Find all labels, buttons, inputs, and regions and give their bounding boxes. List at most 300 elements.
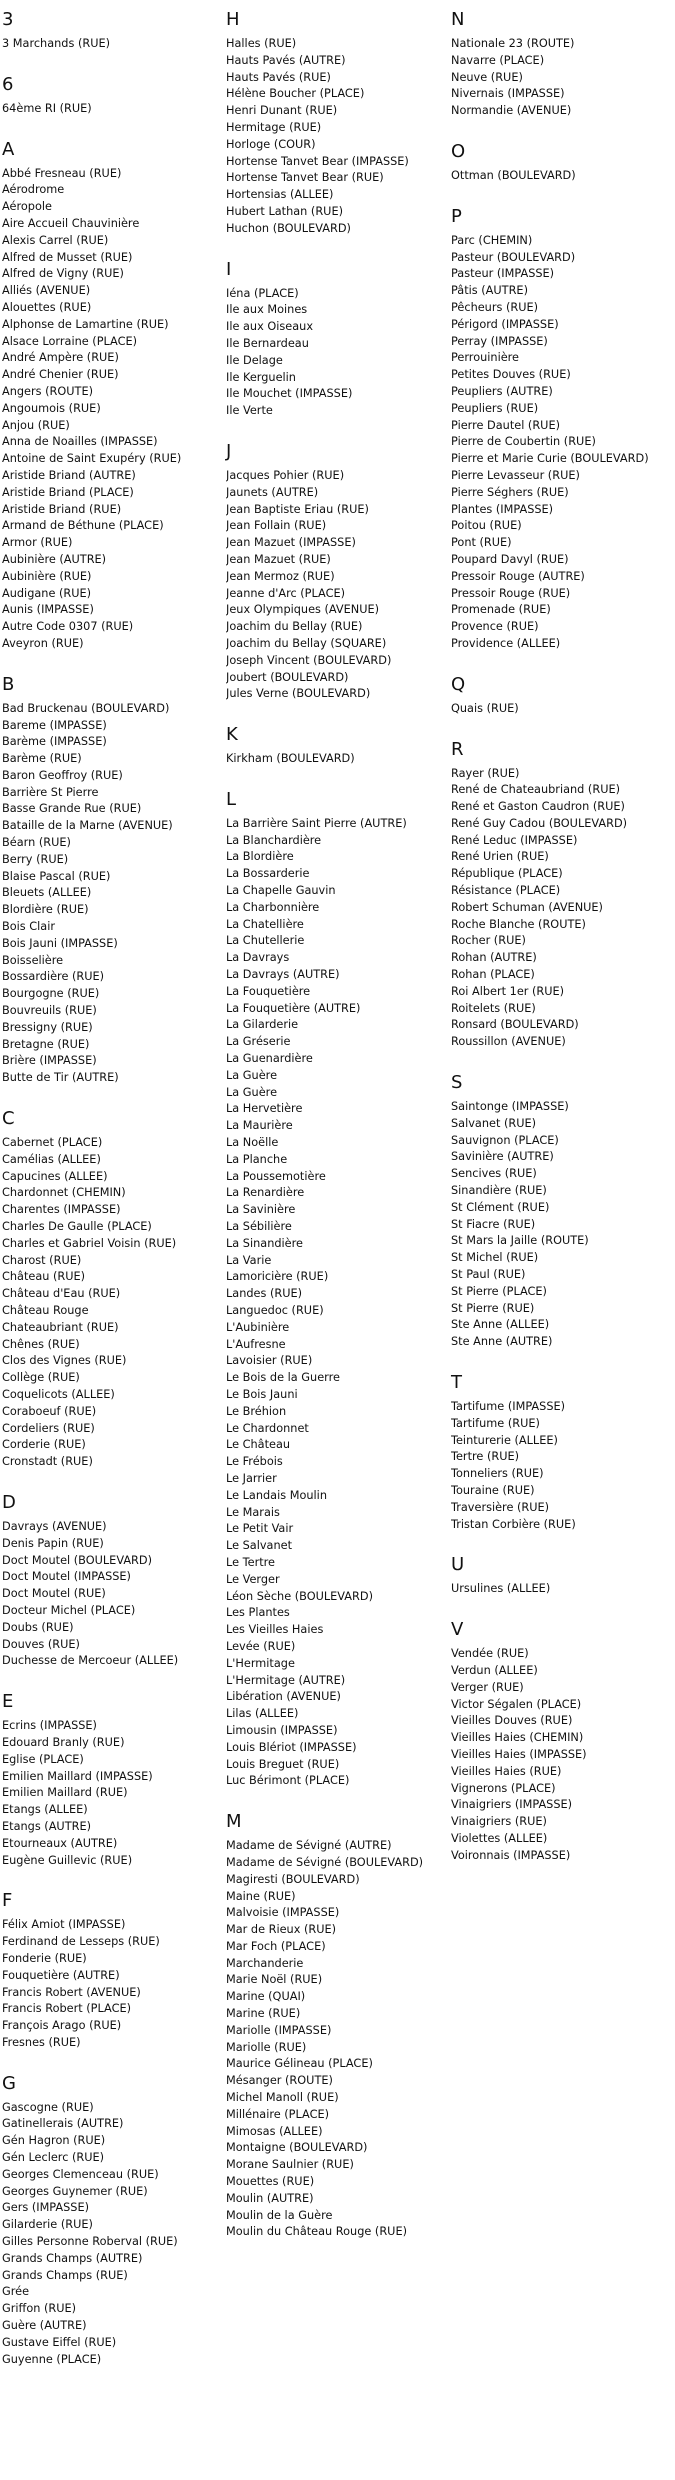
street-name: Bad Bruckenau (BOULEVARD)	[2, 701, 170, 715]
street-list	[2, 1917, 222, 2051]
street-name: André Ampère (RUE)	[2, 351, 119, 365]
street-name: Michel Manoll (RUE)	[226, 2091, 339, 2105]
street-name: Provence (RUE)	[451, 620, 539, 634]
street-name: L'Aufresne	[226, 1337, 286, 1351]
street-name: L'Aubinière	[226, 1320, 290, 1334]
street-name: Parc (CHEMIN)	[451, 233, 533, 247]
street-name: Pierre et Marie Curie (BOULEVARD)	[451, 452, 649, 466]
letter-section	[226, 725, 446, 768]
street-name: Les Vieilles Haies	[226, 1623, 324, 1637]
street-name: Victor Ségalen (PLACE)	[451, 1697, 582, 1711]
street-name: Blordière (RUE)	[2, 903, 89, 917]
street-list	[226, 468, 446, 703]
street-name: Gilarderie (RUE)	[2, 2218, 93, 2232]
letter-section	[226, 442, 446, 703]
street-name: La Chapelle Gauvin	[226, 884, 336, 898]
street-list	[226, 751, 446, 768]
street-name: Georges Guynemer (RUE)	[2, 2184, 148, 2198]
street-name: Vendée (RUE)	[451, 1647, 529, 1661]
street-name: Traversière (RUE)	[451, 1500, 550, 1514]
letter-section	[226, 1812, 446, 2241]
street-name: Félix Amiot (IMPASSE)	[2, 1918, 126, 1932]
street-name: Ronsard (BOULEVARD)	[451, 1018, 579, 1032]
street-name: Le Château	[226, 1438, 291, 1452]
street-name: Coraboeuf (RUE)	[2, 1404, 97, 1418]
street-name: Madame de Sévigné (BOULEVARD)	[226, 1855, 424, 1869]
street-name: St Clément (RUE)	[451, 1200, 550, 1214]
street-name: Joubert (BOULEVARD)	[226, 670, 349, 684]
street-name: Plantes (IMPASSE)	[451, 502, 554, 516]
street-list	[2, 1135, 222, 1471]
street-name: Grée	[2, 2285, 30, 2299]
street-name: Jean Follain (RUE)	[226, 519, 327, 533]
street-name: Hortensias (ALLEE)	[226, 188, 334, 202]
street-name: Pressoir Rouge (AUTRE)	[451, 569, 585, 583]
street-name: Anna de Noailles (IMPASSE)	[2, 435, 158, 449]
street-name: Kirkham (BOULEVARD)	[226, 752, 355, 766]
street-name: Ile Verte	[226, 404, 273, 418]
street-name: René Leduc (IMPASSE)	[451, 833, 578, 847]
street-name: Lilas (ALLEE)	[226, 1707, 299, 1721]
street-name: René et Gaston Caudron (RUE)	[451, 800, 625, 814]
street-name: Alphonse de Lamartine (RUE)	[2, 317, 169, 331]
street-name: Cronstadt (RUE)	[2, 1455, 93, 1469]
street-name: Bois Jauni (IMPASSE)	[2, 936, 118, 950]
street-name: Malvoisie (IMPASSE)	[226, 1906, 340, 1920]
section-letter-heading: Q	[451, 673, 466, 695]
street-name: La Renardière	[226, 1186, 305, 1200]
street-name: St Fiacre (RUE)	[451, 1217, 536, 1231]
street-name: Doct Moutel (BOULEVARD)	[2, 1553, 153, 1567]
street-name: Etangs (ALLEE)	[2, 1803, 88, 1817]
street-name: Chardonnet (CHEMIN)	[2, 1186, 126, 1200]
section-letter-heading: B	[2, 673, 15, 695]
street-name: Cabernet (PLACE)	[2, 1136, 103, 1150]
street-list	[2, 2100, 222, 2369]
section-letter-heading: A	[2, 138, 15, 160]
street-name: Verger (RUE)	[451, 1680, 524, 1694]
street-name: L'Hermitage	[226, 1656, 295, 1670]
street-name: Limousin (IMPASSE)	[226, 1723, 338, 1737]
street-list	[451, 766, 671, 1052]
street-name: Luc Bérimont (PLACE)	[226, 1774, 350, 1788]
street-name: Edouard Branly (RUE)	[2, 1735, 125, 1749]
street-name: Tonneliers (RUE)	[451, 1467, 544, 1481]
section-letter-heading: U	[451, 1554, 465, 1576]
street-name: Périgord (IMPASSE)	[451, 317, 559, 331]
street-name: Marine (QUAI)	[226, 1990, 306, 2004]
street-name: Blaise Pascal (RUE)	[2, 869, 111, 883]
street-name: Tartifume (RUE)	[451, 1416, 540, 1430]
street-name: Jacques Pohier (RUE)	[226, 468, 345, 482]
street-name: Berry (RUE)	[2, 852, 69, 866]
section-letter-heading: E	[2, 1691, 14, 1713]
section-letter-heading: 6	[2, 73, 14, 95]
street-name: Ile Mouchet (IMPASSE)	[226, 387, 353, 401]
street-name: François Arago (RUE)	[2, 2019, 122, 2033]
street-name: Ile Bernardeau	[226, 336, 309, 350]
section-letter-heading: N	[451, 9, 465, 30]
street-name: Bouvreuils (RUE)	[2, 1004, 97, 1018]
street-name: Aristide Briand (PLACE)	[2, 485, 134, 499]
street-name: Antoine de Saint Exupéry (RUE)	[2, 452, 182, 466]
street-name: Voironnais (IMPASSE)	[451, 1848, 571, 1862]
street-name: Mouettes (RUE)	[226, 2175, 315, 2189]
street-name: Alfred de Vigny (RUE)	[2, 267, 124, 281]
street-name: République (PLACE)	[451, 867, 563, 881]
street-name: Savinière (AUTRE)	[451, 1150, 554, 1164]
street-name: Touraine (RUE)	[451, 1483, 535, 1497]
street-name: Robert Schuman (AVENUE)	[451, 900, 603, 914]
section-letter-heading: M	[226, 1811, 242, 1833]
street-name: 64ème RI (RUE)	[2, 101, 92, 115]
street-name: Gascogne (RUE)	[2, 2100, 94, 2114]
street-name: Joseph Vincent (BOULEVARD)	[226, 653, 392, 667]
section-letter-heading: S	[451, 1072, 463, 1094]
street-name: Pasteur (BOULEVARD)	[451, 250, 576, 264]
letter-section	[451, 1373, 671, 1533]
street-name: Vieilles Haies (CHEMIN)	[451, 1731, 584, 1745]
street-name: Pierre Séghers (RUE)	[451, 485, 569, 499]
street-name: Pasteur (IMPASSE)	[451, 267, 555, 281]
street-name: La Gilarderie	[226, 1018, 299, 1032]
letter-section	[2, 140, 222, 653]
street-name: Roche Blanche (ROUTE)	[451, 917, 586, 931]
street-name: Millénaire (PLACE)	[226, 2107, 330, 2121]
section-letter-heading: F	[2, 1890, 13, 1912]
street-list	[451, 1099, 671, 1351]
street-name: Le Frébois	[226, 1455, 283, 1469]
street-list	[451, 1646, 671, 1864]
street-name: L'Hermitage (AUTRE)	[226, 1673, 346, 1687]
street-name: La Davrays (AUTRE)	[226, 968, 340, 982]
street-name: Peupliers (RUE)	[451, 401, 539, 415]
street-name: Gers (IMPASSE)	[2, 2201, 90, 2215]
section-letter-heading: V	[451, 1619, 464, 1641]
street-name: La Planche	[226, 1152, 288, 1166]
street-name: Henri Dunant (RUE)	[226, 104, 338, 118]
street-name: Le Bois de la Guerre	[226, 1371, 340, 1385]
street-name: La Fouquetière	[226, 984, 311, 998]
street-name: 3 Marchands (RUE)	[2, 37, 111, 50]
street-name: Les Plantes	[226, 1606, 290, 1620]
street-name: René de Chateaubriand (RUE)	[451, 783, 621, 797]
street-name: Lamoricière (RUE)	[226, 1270, 329, 1284]
street-name: Mariolle (RUE)	[226, 2040, 307, 2054]
street-name: Joachim du Bellay (RUE)	[226, 620, 363, 634]
street-name: Francis Robert (PLACE)	[2, 2002, 132, 2016]
street-name: Coquelicots (ALLEE)	[2, 1387, 115, 1401]
street-name: Collège (RUE)	[2, 1371, 80, 1385]
street-name: Neuve (RUE)	[451, 70, 523, 84]
index-column-2	[226, 10, 446, 2263]
street-name: Le Bois Jauni	[226, 1387, 298, 1401]
street-name: Clos des Vignes (RUE)	[2, 1354, 127, 1368]
street-name: Le Chardonnet	[226, 1421, 309, 1435]
street-name: Alliés (AVENUE)	[2, 284, 91, 298]
street-name: Emilien Maillard (RUE)	[2, 1786, 128, 1800]
street-name: Ile Delage	[226, 353, 283, 367]
street-name: Teinturerie (ALLEE)	[451, 1433, 558, 1447]
street-name: Grands Champs (RUE)	[2, 2268, 128, 2282]
street-name: Vignerons (PLACE)	[451, 1781, 556, 1795]
letter-section	[2, 1493, 222, 1670]
street-name: La Charbonnière	[226, 900, 320, 914]
street-name: Léon Sèche (BOULEVARD)	[226, 1589, 373, 1603]
street-name: Perray (IMPASSE)	[451, 334, 548, 348]
index-column-1	[2, 10, 222, 2390]
street-name: Butte de Tir (AUTRE)	[2, 1071, 119, 1085]
street-name: La Gréserie	[226, 1035, 291, 1049]
street-name: Aunis (IMPASSE)	[2, 603, 94, 617]
street-name: Violettes (ALLEE)	[451, 1831, 548, 1845]
street-name: Château d'Eau (RUE)	[2, 1287, 121, 1301]
street-name: Le Tertre	[226, 1555, 275, 1569]
street-name: Cordeliers (RUE)	[2, 1421, 95, 1435]
street-name: Vieilles Haies (IMPASSE)	[451, 1747, 587, 1761]
street-name: St Mars la Jaille (ROUTE)	[451, 1234, 589, 1248]
street-name: Bretagne (RUE)	[2, 1037, 90, 1051]
street-name: Fresnes (RUE)	[2, 2035, 81, 2049]
street-name: Aérodrome	[2, 183, 65, 197]
street-name: Le Petit Vair	[226, 1522, 294, 1536]
street-list	[2, 701, 222, 1087]
street-name: Roi Albert 1er (RUE)	[451, 984, 565, 998]
street-name: La Noëlle	[226, 1136, 279, 1150]
street-list	[451, 233, 671, 653]
street-name: Charost (RUE)	[2, 1253, 82, 1267]
street-name: Hubert Lathan (RUE)	[226, 204, 343, 218]
street-name: Jean Mermoz (RUE)	[226, 569, 335, 583]
street-name: Vinaigriers (IMPASSE)	[451, 1798, 573, 1812]
street-name: Le Bréhion	[226, 1404, 287, 1418]
street-name: Doubs (RUE)	[2, 1620, 74, 1634]
street-name: Nivernais (IMPASSE)	[451, 87, 565, 101]
street-name: Sencives (RUE)	[451, 1167, 537, 1181]
section-letter-heading: G	[2, 2072, 16, 2094]
street-name: La Varie	[226, 1253, 272, 1267]
street-name: La Guère	[226, 1068, 278, 1082]
street-name: Le Landais Moulin	[226, 1488, 327, 1502]
street-name: Château (RUE)	[2, 1270, 86, 1284]
street-name: Gilles Personne Roberval (RUE)	[2, 2235, 178, 2249]
street-name: La Fouquetière (AUTRE)	[226, 1001, 361, 1015]
street-name: Jeanne d'Arc (PLACE)	[226, 586, 346, 600]
street-name: Aéropole	[2, 200, 52, 214]
street-name: Etourneaux (AUTRE)	[2, 1836, 118, 1850]
index-column-3	[451, 10, 671, 1887]
street-name: Camélias (ALLEE)	[2, 1152, 101, 1166]
street-name: Hauts Pavés (AUTRE)	[226, 53, 346, 67]
street-name: Maine (RUE)	[226, 1889, 296, 1903]
street-name: Navarre (PLACE)	[451, 53, 545, 67]
street-name: Joachim du Bellay (SQUARE)	[226, 636, 387, 650]
street-list	[2, 1718, 222, 1869]
street-name: Angoumois (RUE)	[2, 401, 101, 415]
street-name: Magiresti (BOULEVARD)	[226, 1872, 360, 1886]
street-name: Sauvignon (PLACE)	[451, 1133, 559, 1147]
street-name: Griffon (RUE)	[2, 2302, 77, 2316]
street-name: Libération (AVENUE)	[226, 1690, 341, 1704]
letter-section	[2, 2074, 222, 2369]
street-name: St Michel (RUE)	[451, 1251, 539, 1265]
street-name: Angers (ROUTE)	[2, 384, 93, 398]
street-name: St Pierre (PLACE)	[451, 1284, 547, 1298]
street-name: Gén Hagron (RUE)	[2, 2134, 106, 2148]
street-name: Moulin de la Guère	[226, 2208, 333, 2222]
street-name: Pressoir Rouge (RUE)	[451, 586, 571, 600]
letter-section	[226, 790, 446, 1790]
street-name: Boisselière	[2, 953, 64, 967]
street-name: Le Jarrier	[226, 1471, 277, 1485]
street-name: Ile aux Moines	[226, 303, 308, 317]
street-list	[451, 1581, 671, 1598]
section-letter-heading: L	[226, 788, 237, 810]
street-name: Ste Anne (ALLEE)	[451, 1318, 550, 1332]
street-name: Horloge (COUR)	[226, 137, 316, 151]
street-name: Duchesse de Mercoeur (ALLEE)	[2, 1654, 179, 1668]
section-letter-heading: D	[2, 1491, 16, 1513]
street-name: Chênes (RUE)	[2, 1337, 80, 1351]
street-name: La Sébilière	[226, 1220, 292, 1234]
street-name: Sinandière (RUE)	[451, 1184, 547, 1198]
street-list	[226, 816, 446, 1790]
street-name: Lavoisier (RUE)	[226, 1354, 313, 1368]
street-name: Nationale 23 (ROUTE)	[451, 37, 575, 50]
street-name: Charles et Gabriel Voisin (RUE)	[2, 1236, 177, 1250]
street-name: Georges Clemenceau (RUE)	[2, 2167, 159, 2181]
street-name: Jean Mazuet (IMPASSE)	[226, 536, 356, 550]
letter-section	[451, 675, 671, 718]
street-list	[226, 36, 446, 238]
street-name: André Chenier (RUE)	[2, 368, 119, 382]
street-name: Moulin (AUTRE)	[226, 2191, 314, 2205]
street-name: Aubinière (AUTRE)	[2, 552, 107, 566]
street-name: Corderie (RUE)	[2, 1438, 86, 1452]
street-list	[226, 1838, 446, 2241]
street-name: Hélène Boucher (PLACE)	[226, 87, 365, 101]
street-name: Hortense Tanvet Bear (RUE)	[226, 171, 384, 185]
street-name: René Urien (RUE)	[451, 850, 549, 864]
street-name: Béarn (RUE)	[2, 836, 71, 850]
street-name: Audigane (RUE)	[2, 586, 92, 600]
section-letter-heading: J	[226, 440, 232, 462]
street-name: Rayer (RUE)	[451, 766, 520, 780]
street-name: Hortense Tanvet Bear (IMPASSE)	[226, 154, 409, 168]
street-name: Pont (RUE)	[451, 536, 512, 550]
street-name: Landes (RUE)	[226, 1287, 303, 1301]
street-name: Louis Breguet (RUE)	[226, 1757, 340, 1771]
street-name: Docteur Michel (PLACE)	[2, 1603, 136, 1617]
street-name: Ile aux Oiseaux	[226, 320, 314, 334]
letter-section	[2, 1109, 222, 1471]
street-name: Bataille de la Marne (AVENUE)	[2, 819, 173, 833]
street-name: Basse Grande Rue (RUE)	[2, 802, 142, 816]
street-name: Vieilles Douves (RUE)	[451, 1714, 573, 1728]
street-name: Autre Code 0307 (RUE)	[2, 620, 134, 634]
street-name: Aire Accueil Chauvinière	[2, 216, 140, 230]
letter-section	[451, 207, 671, 653]
street-name: Guyenne (PLACE)	[2, 2352, 102, 2366]
street-name: Saintonge (IMPASSE)	[451, 1100, 569, 1114]
section-letter-heading: 3	[2, 9, 14, 30]
letter-section	[451, 1620, 671, 1864]
street-name: Promenade (RUE)	[451, 603, 551, 617]
street-name: Eugène Guillevic (RUE)	[2, 1853, 133, 1867]
street-list	[2, 36, 222, 53]
letter-section	[2, 675, 222, 1087]
section-letter-heading: C	[2, 1108, 15, 1130]
street-list	[451, 36, 671, 120]
section-letter-heading: H	[226, 9, 240, 30]
street-list	[451, 1399, 671, 1533]
street-name: Iéna (PLACE)	[226, 286, 299, 300]
street-name: Ferdinand de Lesseps (RUE)	[2, 1935, 160, 1949]
street-name: Verdun (ALLEE)	[451, 1663, 538, 1677]
street-name: Bleuets (ALLEE)	[2, 886, 92, 900]
street-name: Halles (RUE)	[226, 37, 297, 50]
street-name: Brière (IMPASSE)	[2, 1054, 97, 1068]
street-name: Barrière St Pierre	[2, 785, 99, 799]
street-name: Moulin du Château Rouge (RUE)	[226, 2225, 407, 2239]
section-letter-heading: O	[451, 140, 466, 162]
street-name: Gén Leclerc (RUE)	[2, 2151, 105, 2165]
street-name: Jeux Olympiques (AVENUE)	[226, 603, 380, 617]
street-name: La Guère	[226, 1085, 278, 1099]
street-name: Tartifume (IMPASSE)	[451, 1400, 566, 1413]
street-name: Mariolle (IMPASSE)	[226, 2023, 332, 2037]
street-name: Aristide Briand (AUTRE)	[2, 468, 136, 482]
street-name: Jean Baptiste Eriau (RUE)	[226, 502, 369, 516]
street-name: Roitelets (RUE)	[451, 1001, 536, 1015]
street-name: Bressigny (RUE)	[2, 1020, 93, 1034]
street-name: La Sinandière	[226, 1236, 303, 1250]
street-name: Salvanet (RUE)	[451, 1116, 537, 1130]
street-name: Pêcheurs (RUE)	[451, 300, 539, 314]
street-name: Languedoc (RUE)	[226, 1304, 324, 1317]
street-list	[2, 166, 222, 653]
letter-section	[2, 75, 222, 118]
street-name: Hauts Pavés (RUE)	[226, 70, 331, 84]
street-name: Doct Moutel (IMPASSE)	[2, 1570, 131, 1584]
street-name: St Pierre (RUE)	[451, 1301, 535, 1315]
street-list	[451, 701, 671, 718]
street-name: La Maurière	[226, 1119, 293, 1133]
street-name: Doct Moutel (RUE)	[2, 1587, 106, 1601]
street-name: Douves (RUE)	[2, 1637, 80, 1651]
letter-section	[2, 10, 222, 53]
street-name: Poitou (RUE)	[451, 519, 522, 533]
letter-section	[451, 1073, 671, 1351]
section-letter-heading: I	[226, 258, 232, 280]
street-name: Jaunets (AUTRE)	[226, 485, 319, 499]
letter-section	[226, 10, 446, 238]
street-name: Quais (RUE)	[451, 701, 519, 715]
street-list	[226, 286, 446, 420]
street-name: Armor (RUE)	[2, 536, 73, 550]
street-name: Alouettes (RUE)	[2, 300, 92, 314]
street-name: Pierre de Coubertin (RUE)	[451, 435, 596, 449]
street-name: Bareme (IMPASSE)	[2, 718, 107, 732]
street-name: Rohan (AUTRE)	[451, 951, 537, 965]
street-name: Gatinellerais (AUTRE)	[2, 2117, 124, 2131]
street-name: Emilien Maillard (IMPASSE)	[2, 1769, 153, 1783]
street-name: La Davrays	[226, 951, 290, 965]
street-name: Capucines (ALLEE)	[2, 1169, 108, 1183]
street-name: Ecrins (IMPASSE)	[2, 1719, 97, 1733]
street-name: Alfred de Musset (RUE)	[2, 250, 133, 264]
street-name: Francis Robert (AVENUE)	[2, 1985, 141, 1999]
